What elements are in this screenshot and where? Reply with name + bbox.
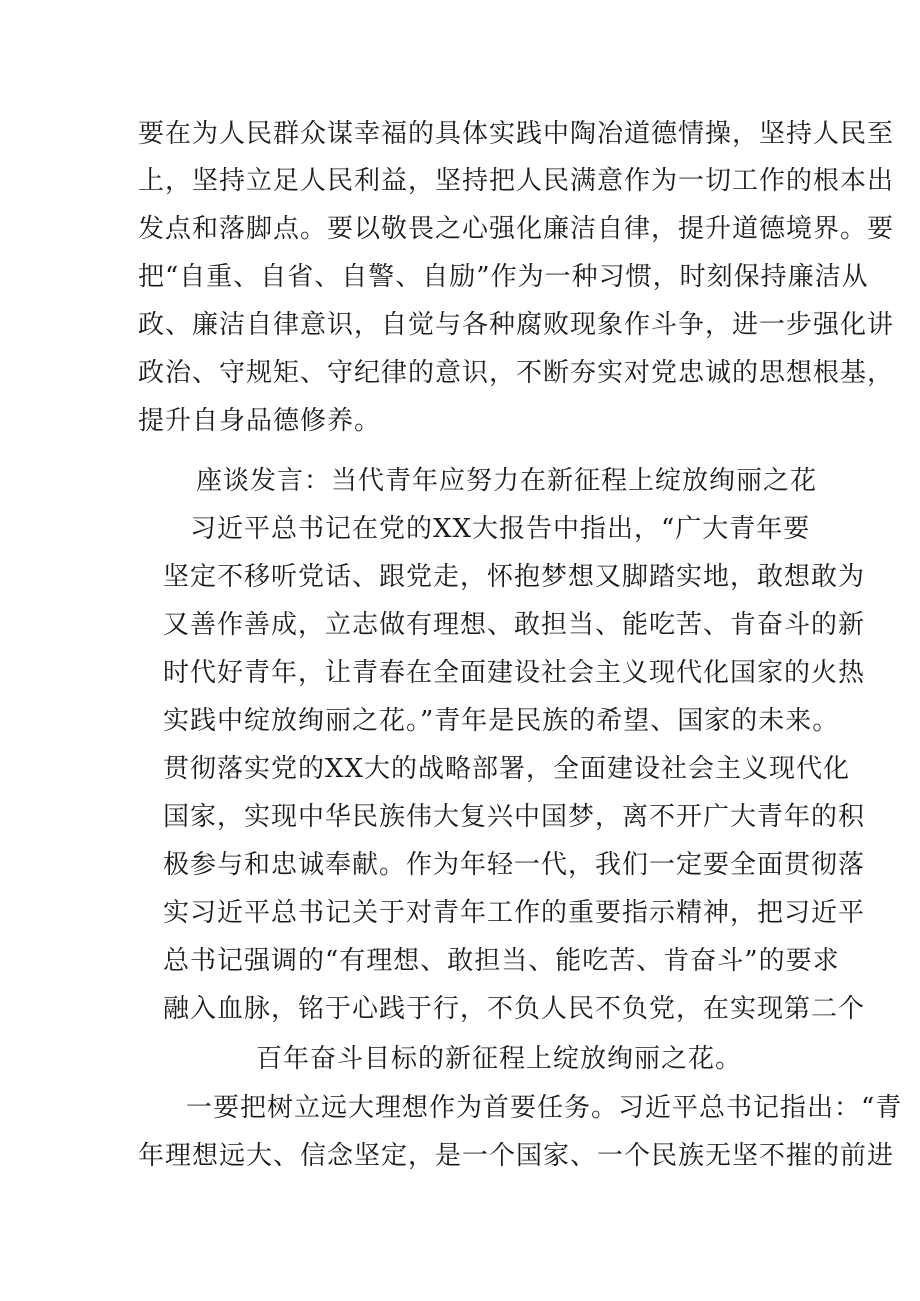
paragraph-line: 提升自身品德修养。 bbox=[138, 406, 382, 436]
paragraph-line: 一要把树立远大理想作为首要任务。习近平总书记指出：“青 bbox=[186, 1093, 903, 1123]
paragraph-line: 实习近平总书记关于对青年工作的重要指示精神，把习近平 bbox=[163, 898, 866, 928]
paragraph-line: 年理想远大、信念坚定，是一个国家、一个民族无坚不摧的前进 bbox=[138, 1141, 895, 1171]
paragraph-line: 极参与和忠诚奉献。作为年轻一代，我们一定要全面贯彻落 bbox=[163, 850, 866, 880]
paragraph-line: 坚定不移听党话、跟党走，怀抱梦想又脚踏实地，敢想敢为 bbox=[163, 562, 866, 592]
paragraph-line: 上，坚持立足人民利益，坚持把人民满意作为一切工作的根本出 bbox=[138, 166, 895, 196]
paragraph-line: 贯彻落实党的XX大的战略部署，全面建设社会主义现代化 bbox=[163, 754, 851, 784]
paragraph-line: 把“自重、自省、自警、自励”作为一种习惯，时刻保持廉洁从 bbox=[138, 262, 869, 292]
section-heading: 座谈发言：当代青年应努力在新征程上绽放绚丽之花 bbox=[196, 466, 818, 496]
paragraph-line: 政治、守规矩、守纪律的意识，不断夯实对党忠诚的思想根基， bbox=[138, 358, 895, 388]
paragraph-line: 发点和落脚点。要以敬畏之心强化廉洁自律，提升道德境界。要 bbox=[138, 214, 895, 244]
paragraph-line: 习近平总书记在党的XX大报告中指出，“广大青年要 bbox=[190, 514, 811, 544]
paragraph-line: 实践中绽放绚丽之花。”青年是民族的希望、国家的未来。 bbox=[163, 706, 840, 736]
paragraph-line: 又善作善成，立志做有理想、敢担当、能吃苦、肯奋斗的新 bbox=[163, 610, 866, 640]
paragraph-line: 政、廉洁自律意识，自觉与各种腐败现象作斗争，进一步强化讲 bbox=[138, 310, 895, 340]
paragraph-line: 百年奋斗目标的新征程上绽放绚丽之花。 bbox=[256, 1044, 743, 1074]
paragraph-line: 总书记强调的“有理想、敢担当、能吃苦、肯奋斗”的要求 bbox=[163, 946, 840, 976]
paragraph-line: 要在为人民群众谋幸福的具体实践中陶冶道德情操，坚持人民至 bbox=[138, 119, 895, 149]
paragraph-line: 融入血脉，铭于心践于行，不负人民不负党，在实现第二个 bbox=[163, 994, 866, 1024]
paragraph-line: 国家，实现中华民族伟大复兴中国梦，离不开广大青年的积 bbox=[163, 802, 866, 832]
paragraph-line: 时代好青年，让青春在全面建设社会主义现代化国家的火热 bbox=[163, 658, 866, 688]
